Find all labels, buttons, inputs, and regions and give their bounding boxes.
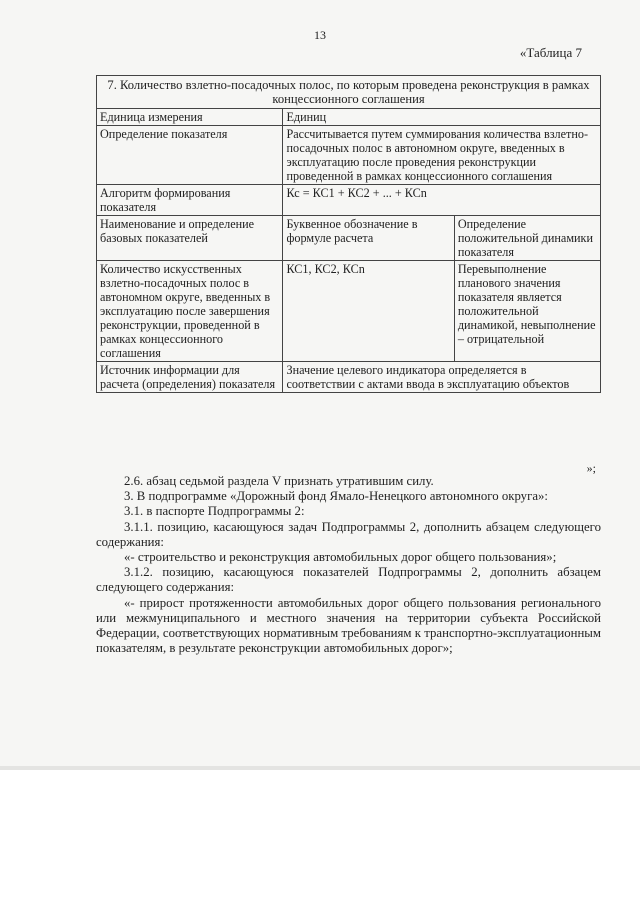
paragraph: 3.1.2. позицию, касающуюся показателей Подпрограммы 2, дополнить абзацем следующего содержания: xyxy=(96,565,601,595)
closing-quote: »; xyxy=(586,461,596,475)
paragraph: 3. В подпрограмме «Дорожный фонд Ямало-Ненецкого автономного округа»: xyxy=(124,489,548,504)
table-row xyxy=(97,126,601,185)
table-row xyxy=(97,362,601,393)
table-row xyxy=(97,185,601,216)
base-indicator-dynamics: Перевыполнение планового значения показателя является положительной динамикой, невыполнение – отрицательной xyxy=(454,261,600,362)
definition-label: Определение показателя xyxy=(97,126,283,185)
unit-label: Единица измерения xyxy=(97,109,283,126)
paragraph: «- прирост протяженности автомобильных дорог общего пользования регионального или межмуниципального и местного значения на территории субъекта Российской Федерации, соответствующих нормативным требованиям к транспортно-эксплуатационным показателям, в результате реконструкции автомобильных дорог»; xyxy=(96,595,601,656)
algorithm-formula: Кс = КС1 + КС2 + ... + КСn xyxy=(283,185,601,216)
indicator-table xyxy=(96,75,601,393)
paragraph: «- строительство и реконструкция автомобильных дорог общего пользования»; xyxy=(124,550,557,565)
paragraph: 2.6. абзац седьмой раздела V признать утратившим силу. xyxy=(124,474,434,488)
header-letter-designation: Буквенное обозначение в формуле расчета xyxy=(283,216,454,261)
header-base-indicators: Наименование и определение базовых показателей xyxy=(97,216,283,261)
paragraph: 3.1. в паспорте Подпрограммы 2: xyxy=(124,504,305,519)
table-label: «Таблица 7 xyxy=(519,45,582,60)
header-positive-dynamics: Определение положительной динамики показателя xyxy=(454,216,600,261)
source-value: Значение целевого индикатора определяется в соответствии с актами ввода в эксплуатацию объектов xyxy=(283,362,601,393)
scan-edge xyxy=(0,766,640,770)
paragraph: 3.1.1. позицию, касающуюся задач Подпрограммы 2, дополнить абзацем следующего содержания: xyxy=(96,519,601,549)
base-indicator-name: Количество искусственных взлетно-посадочных полос в автономном округе, введенных в эксплуатацию после завершения реконструкции, проведенной в рамках концессионного соглашения xyxy=(97,261,283,362)
table-title: 7. Количество взлетно-посадочных полос, по которым проведена реконструкция в рамках концессионного соглашения xyxy=(97,76,601,109)
table-title-row xyxy=(97,76,601,109)
table-row xyxy=(97,109,601,126)
table-header-row xyxy=(97,216,601,261)
algorithm-label: Алгоритм формирования показателя xyxy=(97,185,283,216)
table-row xyxy=(97,261,601,362)
unit-value: Единиц xyxy=(283,109,601,126)
base-indicator-letters: КС1, КС2, КСn xyxy=(283,261,454,362)
page-number: 13 xyxy=(314,28,326,42)
source-label: Источник информации для расчета (определения) показателя xyxy=(97,362,283,393)
body-text xyxy=(96,474,601,656)
definition-value: Рассчитывается путем суммирования количества взлетно-посадочных полос в автономном округе, введенных в эксплуатацию после проведения реконструкции проведенной в рамках концессионного соглашения xyxy=(283,126,601,185)
